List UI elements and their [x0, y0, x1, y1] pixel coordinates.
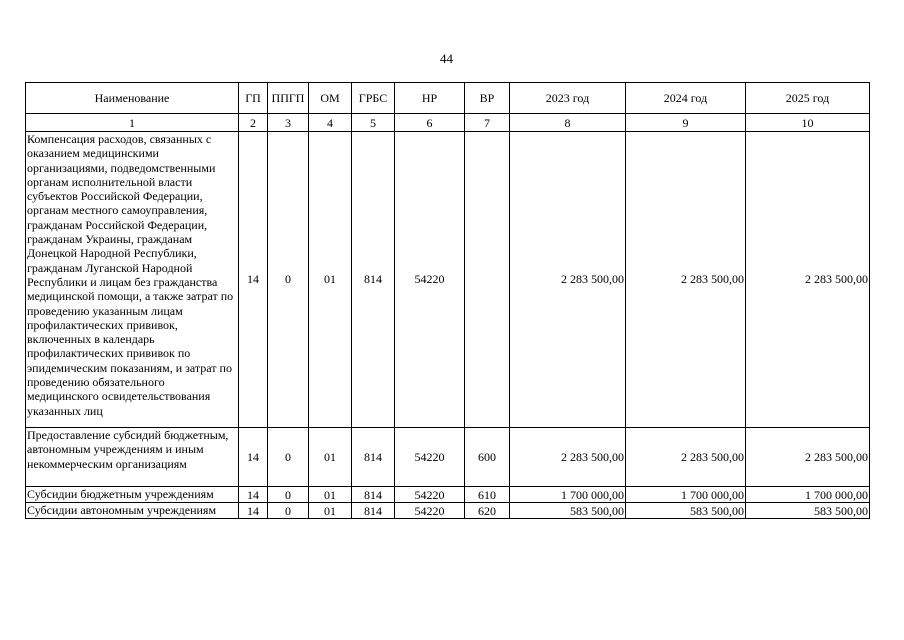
header-vr: ВР [465, 83, 510, 114]
row-grbs: 814 [352, 503, 395, 519]
row-2023: 2 283 500,00 [510, 132, 626, 428]
row-grbs: 814 [352, 428, 395, 487]
column-number: 2 [239, 114, 268, 132]
row-2025: 583 500,00 [746, 503, 870, 519]
header-2023: 2023 год [510, 83, 626, 114]
column-number-row [26, 114, 870, 132]
row-name: Субсидии автономным учреждениям [26, 503, 239, 519]
row-gp: 14 [239, 428, 268, 487]
row-om: 01 [309, 132, 352, 428]
row-gp: 14 [239, 487, 268, 503]
page-number: 44 [440, 51, 453, 66]
row-gp: 14 [239, 503, 268, 519]
row-om: 01 [309, 428, 352, 487]
table-row [26, 132, 870, 428]
header-name: Наименование [26, 83, 239, 114]
row-2025: 2 283 500,00 [746, 428, 870, 487]
row-2023: 2 283 500,00 [510, 428, 626, 487]
row-ppgp: 0 [268, 132, 309, 428]
row-nr: 54220 [395, 428, 465, 487]
row-grbs: 814 [352, 487, 395, 503]
row-name: Субсидии бюджетным учреждениям [26, 487, 239, 503]
column-number: 10 [746, 114, 870, 132]
table-row [26, 503, 870, 519]
row-2024: 2 283 500,00 [626, 428, 746, 487]
header-row [26, 83, 870, 114]
row-2023: 1 700 000,00 [510, 487, 626, 503]
header-2025: 2025 год [746, 83, 870, 114]
header-2024: 2024 год [626, 83, 746, 114]
row-nr: 54220 [395, 132, 465, 428]
column-number: 4 [309, 114, 352, 132]
row-2024: 2 283 500,00 [626, 132, 746, 428]
column-number: 6 [395, 114, 465, 132]
row-vr: 600 [465, 428, 510, 487]
table-row [26, 428, 870, 487]
row-grbs: 814 [352, 132, 395, 428]
row-2025: 2 283 500,00 [746, 132, 870, 428]
row-2023: 583 500,00 [510, 503, 626, 519]
row-name: Предоставление субсидий бюджетным, автономным учреждениям и иным некоммерческим организациям [26, 428, 239, 487]
column-number: 3 [268, 114, 309, 132]
row-2024: 583 500,00 [626, 503, 746, 519]
header-gp: ГП [239, 83, 268, 114]
row-om: 01 [309, 487, 352, 503]
header-grbs: ГРБС [352, 83, 395, 114]
row-name: Компенсация расходов, связанных с оказанием медицинскими организациями, подведомственными органам исполнительной власти субъектов Российской Федерации, органам местного самоуправления, гражданам Российской Федерации, гражданам Украины, гражданам Донецкой Народной Республики, гражданам Луганской Народной Республики и лицам без гражданства медицинской помощи, а также затрат по проведению указанным лицам профилактических прививок, включенных в календарь профилактических прививок по эпидемическим показаниям, и затрат по проведению обязательного медицинского освидетельствования указанных лиц [26, 132, 239, 428]
column-number: 1 [26, 114, 239, 132]
row-om: 01 [309, 503, 352, 519]
column-number: 9 [626, 114, 746, 132]
row-ppgp: 0 [268, 503, 309, 519]
header-ppgp: ППГП [268, 83, 309, 114]
column-number: 7 [465, 114, 510, 132]
row-ppgp: 0 [268, 428, 309, 487]
table-row [26, 487, 870, 503]
row-gp: 14 [239, 132, 268, 428]
row-2025: 1 700 000,00 [746, 487, 870, 503]
row-vr: 620 [465, 503, 510, 519]
row-2024: 1 700 000,00 [626, 487, 746, 503]
column-number: 8 [510, 114, 626, 132]
header-nr: НР [395, 83, 465, 114]
row-ppgp: 0 [268, 487, 309, 503]
budget-table [25, 82, 870, 519]
row-vr [465, 132, 510, 428]
row-nr: 54220 [395, 487, 465, 503]
header-om: ОМ [309, 83, 352, 114]
column-number: 5 [352, 114, 395, 132]
row-nr: 54220 [395, 503, 465, 519]
row-vr: 610 [465, 487, 510, 503]
